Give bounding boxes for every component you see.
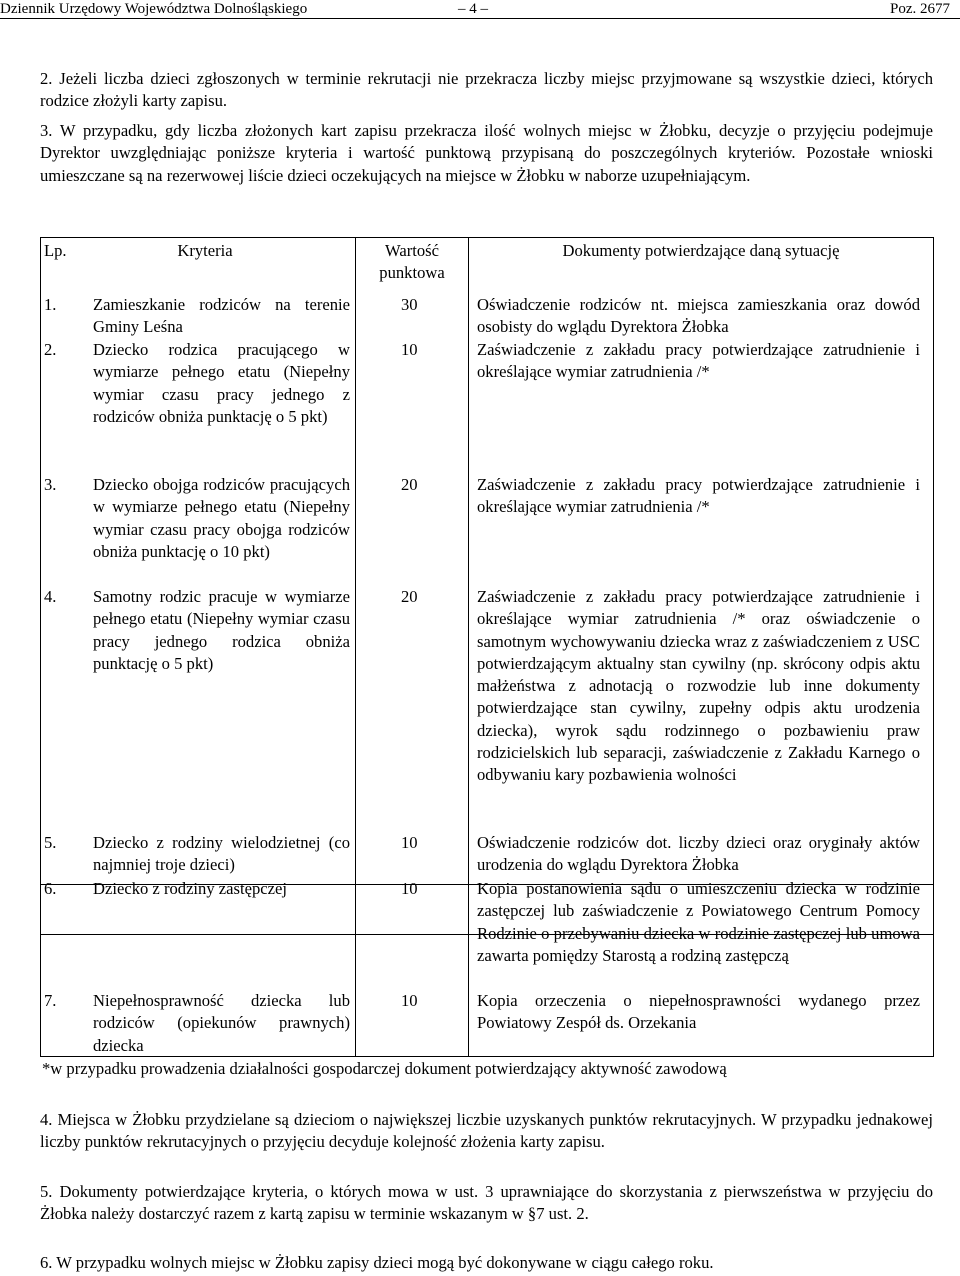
row-6-points: 10 — [401, 879, 418, 898]
row-7-documents: Kopia orzeczenia o niepełnosprawności wydanego przez Powiatowy Zespół ds. Orzekania — [477, 991, 920, 1033]
row-1-points: 30 — [401, 295, 418, 314]
row-3-criterion: Dziecko obojga rodziców pracujących w wymiarze pełnego etatu (Niepełny wymiar czasu pracy obojga rodziców obniża punktację o 10 pkt) — [93, 475, 350, 561]
row-6-criterion: Dziecko z rodziny zastępczej — [93, 879, 287, 898]
row-4-criterion: Samotny rodzic pracuje w wymiarze pełnego etatu (Niepełny wymiar czasu pracy jednego rodzica obniża punktację o 5 pkt) — [93, 587, 350, 673]
row-5-documents: Oświadczenie rodziców dot. liczby dzieci oraz oryginały aktów urodzenia do wglądu Dyrektora Żłobka — [477, 833, 920, 875]
paragraph-4: 4. Miejsca w Żłobku przydzielane są dzieciom o największej liczbie uzyskanych punktów rekrutacyjnych. W przypadku jednakowej liczby punktów rekrutacyjnych o przyjęciu decyduje kolejność złożenia karty zapisu. — [40, 1110, 933, 1152]
table-border-top — [40, 237, 934, 238]
header-lp: Lp. — [44, 241, 67, 260]
row-5-criterion: Dziecko z rodziny wielodzietnej (co najmniej troje dzieci) — [93, 833, 350, 875]
header-divider — [0, 18, 960, 19]
row-7-criterion: Niepełnosprawność dziecka lub rodziców (opiekunów prawnych) dziecka — [93, 991, 350, 1055]
paragraph-6: 6. W przypadku wolnych miejsc w Żłobku zapisy dzieci mogą być dokonywane w ciągu całego roku. — [40, 1253, 714, 1272]
table-footnote: *w przypadku prowadzenia działalności gospodarczej dokument potwierdzający aktywność zawodową — [42, 1059, 727, 1078]
header-documents: Dokumenty potwierdzające daną sytuację — [562, 241, 840, 260]
paragraph-3: 3. W przypadku, gdy liczba złożonych kart zapisu przekracza ilość wolnych miejsc w Żłobku, decyzje o przyjęciu podejmuje Dyrektor uwzględniając poniższe kryteria i wartość punktową przypisaną do poszczególnych kryteriów. Pozostałe wnioski umieszczane są na rezerwowej liście dzieci oczekujących na miejsce w Żłobku w naborze uzupełniającym. — [40, 121, 933, 185]
row-4-documents: Zaświadczenie z zakładu pracy potwierdzające zatrudnienie i określające wymiar zatrudnienia /* oraz oświadczenie o samotnym wychowywaniu dziecka wraz z zaświadczeniem z USC potwierdzającym aktualny stan cywilny (np. skrócony odpis aktu małżeństwa z adnotacją o rozwodzie lub inne dokumenty potwierdzające stan cywilny, zupełny odpis aktu urodzenia dziecka), wyrok sądu rodzinnego o pozbawieniu praw rodzicielskich lub separacji, zaświadczenie z Zakładu Karnego o odbywaniu kary pozbawienia wolności — [477, 587, 920, 785]
position-number: Poz. 2677 — [890, 1, 950, 17]
row-3-points: 20 — [401, 475, 418, 494]
row-6-lp: 6. — [44, 879, 57, 898]
row-1-lp: 1. — [44, 295, 57, 314]
row-2-documents: Zaświadczenie z zakładu pracy potwierdzające zatrudnienie i określające wymiar zatrudnienia /* — [477, 340, 920, 382]
header-points: Wartość punktowa — [379, 241, 445, 283]
paragraph-2: 2. Jeżeli liczba dzieci zgłoszonych w terminie rekrutacji nie przekracza liczby miejsc przyjmowane są wszystkie dzieci, których rodzice złożyli karty zapisu. — [40, 69, 933, 111]
page-number: – 4 – — [458, 1, 488, 17]
row-3-documents: Zaświadczenie z zakładu pracy potwierdzające zatrudnienie i określające wymiar zatrudnienia /* — [477, 475, 920, 517]
row-1-criterion: Zamieszkanie rodziców na terenie Gminy Leśna — [93, 295, 350, 337]
row-5-lp: 5. — [44, 833, 57, 852]
row-1-documents: Oświadczenie rodziców nt. miejsca zamieszkania oraz dowód osobisty do wglądu Dyrektora Żłobka — [477, 295, 920, 337]
criteria-table — [40, 237, 934, 1057]
row-7-lp: 7. — [44, 991, 57, 1010]
row-4-lp: 4. — [44, 587, 57, 606]
row-2-points: 10 — [401, 340, 418, 359]
row-2-criterion: Dziecko rodzica pracującego w wymiarze pełnego etatu (Niepełny wymiar czasu pracy jednego z rodziców obniża punktację o 5 pkt) — [93, 340, 350, 426]
publication-title: Dziennik Urzędowy Województwa Dolnośląskiego — [0, 1, 308, 17]
row-4-points: 20 — [401, 587, 418, 606]
header-criteria: Kryteria — [177, 241, 233, 260]
page-header — [0, 0, 960, 20]
row-2-lp: 2. — [44, 340, 57, 359]
row-6-documents: Kopia postanowienia sądu o umieszczeniu dziecka w rodzinie zastępczej lub zaświadczenie z Powiatowego Centrum Pomocy Rodzinie o przebywaniu dziecka w rodzinie zastępczej lub umowa zawarta pomiędzy Starostą a rodziną zastępczą — [477, 879, 920, 965]
row-5-points: 10 — [401, 833, 418, 852]
row-7-points: 10 — [401, 991, 418, 1010]
row-3-lp: 3. — [44, 475, 57, 494]
paragraph-5: 5. Dokumenty potwierdzające kryteria, o których mowa w ust. 3 uprawniające do skorzystania z pierwszeństwa w przyjęciu do Żłobka należy dostarczyć razem z kartą zapisu w terminie wskazanym w §7 ust. 2. — [40, 1182, 933, 1224]
